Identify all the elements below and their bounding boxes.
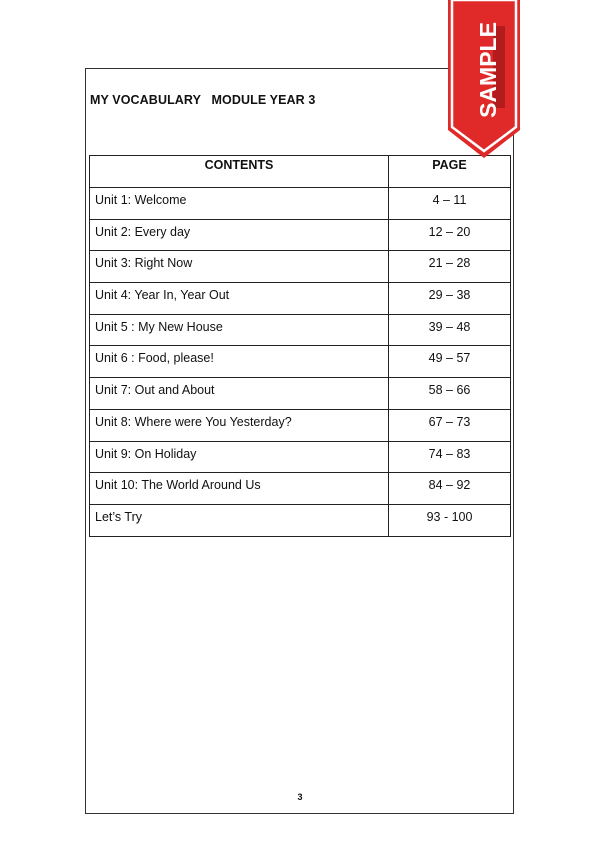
table-header-row	[90, 156, 511, 188]
page-column-header: PAGE	[389, 156, 511, 188]
page-range-cell: 39 – 48	[389, 314, 511, 346]
unit-title-cell: Unit 1: Welcome	[90, 188, 389, 220]
unit-title-cell: Unit 2: Every day	[90, 219, 389, 251]
contents-table	[89, 155, 511, 537]
unit-title-cell: Unit 5 : My New House	[90, 314, 389, 346]
unit-title-cell: Unit 3: Right Now	[90, 251, 389, 283]
sample-stamp	[446, 0, 522, 160]
unit-title-cell: Unit 9: On Holiday	[90, 441, 389, 473]
unit-title-cell: Let’s Try	[90, 504, 389, 536]
sample-stamp-text: SAMPLE	[475, 22, 502, 118]
page-range-cell: 4 – 11	[389, 188, 511, 220]
table-row	[90, 346, 511, 378]
table-row	[90, 219, 511, 251]
unit-title-cell: Unit 7: Out and About	[90, 378, 389, 410]
page-number: 3	[297, 792, 303, 802]
page-range-cell: 58 – 66	[389, 378, 511, 410]
page-range-cell: 21 – 28	[389, 251, 511, 283]
unit-title-cell: Unit 6 : Food, please!	[90, 346, 389, 378]
page-range-cell: 84 – 92	[389, 473, 511, 505]
table-row	[90, 504, 511, 536]
contents-column-header: CONTENTS	[90, 156, 389, 188]
unit-title-cell: Unit 8: Where were You Yesterday?	[90, 409, 389, 441]
sample-ribbon-icon	[446, 0, 522, 160]
unit-title-cell: Unit 4: Year In, Year Out	[90, 283, 389, 315]
page-range-cell: 93 - 100	[389, 504, 511, 536]
page-range-cell: 49 – 57	[389, 346, 511, 378]
unit-title-cell: Unit 10: The World Around Us	[90, 473, 389, 505]
table-row	[90, 473, 511, 505]
table-row	[90, 409, 511, 441]
page-range-cell: 67 – 73	[389, 409, 511, 441]
table-row	[90, 441, 511, 473]
table-row	[90, 314, 511, 346]
table-row	[90, 378, 511, 410]
table-row	[90, 251, 511, 283]
page-range-cell: 12 – 20	[389, 219, 511, 251]
page-range-cell: 29 – 38	[389, 283, 511, 315]
page-range-cell: 74 – 83	[389, 441, 511, 473]
document-title: MY VOCABULARY MODULE YEAR 3	[90, 93, 316, 107]
table-row	[90, 188, 511, 220]
table-row	[90, 283, 511, 315]
